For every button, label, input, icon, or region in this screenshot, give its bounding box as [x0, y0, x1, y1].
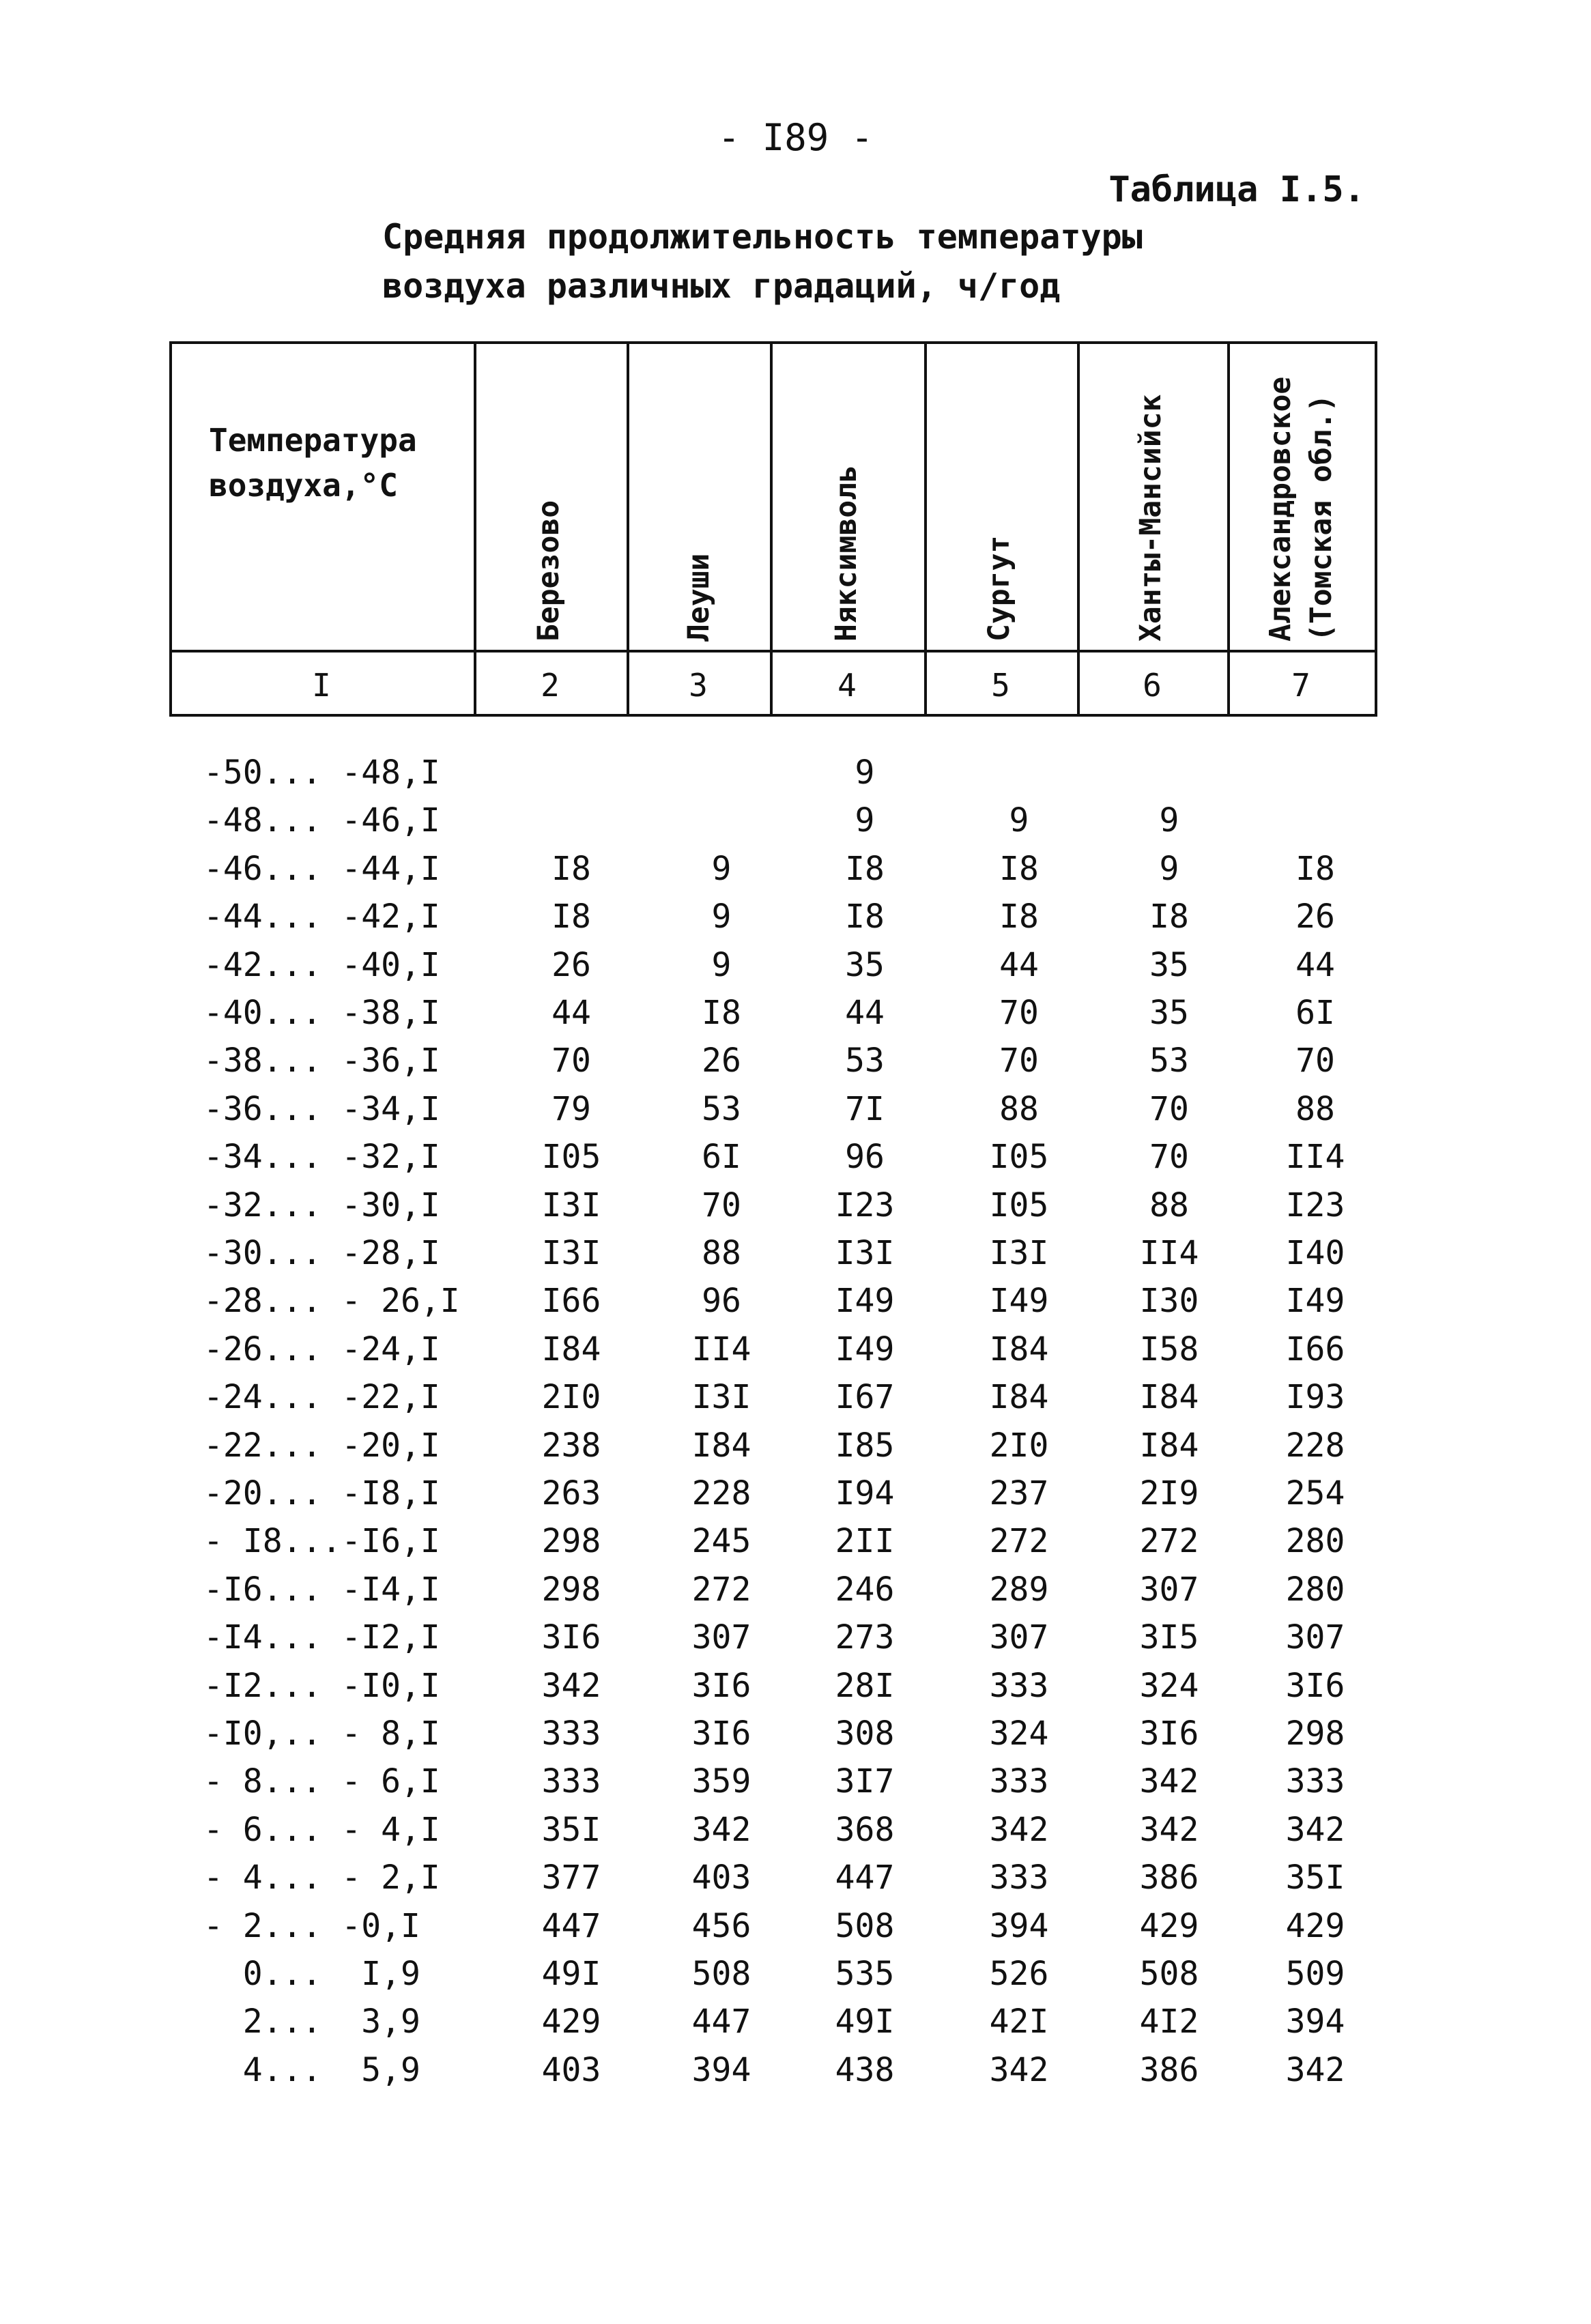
table-cell: I8 — [845, 850, 885, 888]
table-cell: 429 — [1139, 1907, 1199, 1945]
row-temperature-range: -32... -30,I — [203, 1186, 440, 1224]
row-temperature-range: -40... -38,I — [203, 994, 440, 1032]
table-cell: 3I6 — [691, 1667, 751, 1705]
table-cell: I84 — [989, 1378, 1049, 1416]
table-cell: 44 — [845, 994, 885, 1032]
table-cell: I84 — [691, 1426, 751, 1465]
table-cell: 368 — [835, 1811, 895, 1849]
column-number: 4 — [837, 667, 857, 704]
table-cell: I40 — [1285, 1234, 1345, 1272]
table-cell: 307 — [1139, 1570, 1199, 1609]
table-cell: 3I5 — [1139, 1618, 1199, 1656]
table-cell: 342 — [1139, 1762, 1199, 1801]
table-cell: 70 — [1295, 1042, 1335, 1080]
table-cell: I3I — [835, 1234, 895, 1272]
table-cell: I3I — [989, 1234, 1049, 1272]
table-cell: 298 — [1285, 1715, 1345, 1753]
row-temperature-range: -46... -44,I — [203, 850, 440, 888]
table-cell: 9 — [1159, 850, 1179, 888]
table-cell: 26 — [551, 946, 591, 984]
table-cell: 298 — [541, 1570, 601, 1609]
station-heading-aleksandrovskoe-region: (Томская обл.) — [1304, 394, 1338, 642]
column-number: 3 — [689, 667, 708, 704]
table-cell: I23 — [835, 1186, 895, 1224]
table-cell: I85 — [835, 1426, 895, 1465]
table-cell: 2I9 — [1139, 1474, 1199, 1512]
table-cell: 49I — [835, 2003, 895, 2041]
table-cell: 359 — [691, 1762, 751, 1801]
table-cell: I49 — [1285, 1282, 1345, 1320]
table-cell: 447 — [541, 1907, 601, 1945]
table-cell: I8 — [1149, 898, 1189, 936]
station-heading-surgut: Сургут — [982, 535, 1016, 642]
table-cell: I49 — [835, 1282, 895, 1320]
station-heading-berezovo: Березово — [532, 500, 566, 642]
table-cell: 79 — [551, 1090, 591, 1128]
table-cell: 280 — [1285, 1570, 1345, 1609]
table-cell: I93 — [1285, 1378, 1345, 1416]
table-cell: I05 — [989, 1138, 1049, 1176]
temperature-column-heading — [209, 418, 417, 508]
row-temperature-range: -28... - 26,I — [203, 1282, 460, 1320]
table-cell: 35 — [1149, 994, 1189, 1032]
column-number: I — [312, 667, 331, 704]
table-cell: 26 — [1295, 898, 1335, 936]
table-cell: 70 — [551, 1042, 591, 1080]
table-cell: I3I — [691, 1378, 751, 1416]
table-cell: 324 — [989, 1715, 1049, 1753]
table-cell: 333 — [541, 1762, 601, 1801]
table-cell: 26 — [702, 1042, 741, 1080]
column-divider — [1375, 341, 1377, 717]
table-cell: I67 — [835, 1378, 895, 1416]
column-number: 5 — [991, 667, 1010, 704]
column-divider — [770, 341, 773, 717]
table-cell: 6I — [1295, 994, 1335, 1032]
table-cell: 324 — [1139, 1667, 1199, 1705]
table-cell: 3I7 — [835, 1762, 895, 1801]
table-caption-line1: Средняя продолжительность температуры — [382, 217, 1143, 257]
row-temperature-range: -26... -24,I — [203, 1330, 440, 1368]
table-cell: II4 — [1285, 1138, 1345, 1176]
table-cell: 9 — [711, 946, 732, 984]
row-temperature-range: -20... -I8,I — [203, 1474, 440, 1512]
table-cell: 403 — [541, 2051, 601, 2089]
table-cell: 342 — [1285, 2051, 1345, 2089]
column-number: 6 — [1143, 667, 1162, 704]
table-cell: 342 — [691, 1811, 751, 1849]
table-cell: 42I — [989, 2003, 1049, 2041]
table-cell: I8 — [551, 850, 591, 888]
temperature-heading-line1: Температура — [209, 422, 417, 459]
header-middle-rule — [169, 650, 1377, 652]
table-cell: 9 — [1159, 801, 1179, 840]
table-cell: 7I — [845, 1090, 885, 1128]
table-cell: I05 — [541, 1138, 601, 1176]
table-cell: 307 — [1285, 1618, 1345, 1656]
row-temperature-range: -24... -22,I — [203, 1378, 440, 1416]
column-divider — [1077, 341, 1080, 717]
table-cell: 2II — [835, 1522, 895, 1560]
station-heading-leushi: Леуши — [682, 553, 716, 642]
table-cell: 308 — [835, 1715, 895, 1753]
table-cell: I3I — [541, 1234, 601, 1272]
table-cell: 88 — [999, 1090, 1039, 1128]
table-cell: I58 — [1139, 1330, 1199, 1368]
table-cell: I84 — [1139, 1426, 1199, 1465]
table-cell: 333 — [989, 1667, 1049, 1705]
table-cell: 333 — [989, 1762, 1049, 1801]
table-cell: 88 — [702, 1234, 741, 1272]
row-temperature-range: 0... I,9 — [203, 1955, 420, 1993]
table-cell: 429 — [541, 2003, 601, 2041]
table-cell: 307 — [989, 1618, 1049, 1656]
table-cell: 342 — [1139, 1811, 1199, 1849]
table-cell: 44 — [1295, 946, 1335, 984]
table-cell: 307 — [691, 1618, 751, 1656]
table-cell: 245 — [691, 1522, 751, 1560]
row-temperature-range: - I8...-I6,I — [203, 1522, 440, 1560]
row-temperature-range: -30... -28,I — [203, 1234, 440, 1272]
table-cell: 4I2 — [1139, 2003, 1199, 2041]
table-cell: 272 — [1139, 1522, 1199, 1560]
table-cell: 6I — [702, 1138, 741, 1176]
station-heading-khanty-mansiysk: Ханты-Мансийск — [1134, 394, 1168, 642]
table-cell: I94 — [835, 1474, 895, 1512]
table-cell: 403 — [691, 1859, 751, 1897]
row-temperature-range: -44... -42,I — [203, 898, 440, 936]
column-divider — [474, 341, 476, 717]
station-heading-nyaksimvol: Няксимволь — [829, 465, 863, 642]
table-cell: 228 — [1285, 1426, 1345, 1465]
table-cell: 438 — [835, 2051, 895, 2089]
table-cell: 237 — [989, 1474, 1049, 1512]
header-bottom-rule — [169, 714, 1377, 717]
table-cell: 9 — [1009, 801, 1029, 840]
table-cell: 526 — [989, 1955, 1049, 1993]
row-temperature-range: -36... -34,I — [203, 1090, 440, 1128]
table-cell: II4 — [1139, 1234, 1199, 1272]
table-cell: I8 — [702, 994, 741, 1032]
table-cell: 88 — [1149, 1186, 1189, 1224]
table-cell: 254 — [1285, 1474, 1345, 1512]
table-cell: 394 — [1285, 2003, 1345, 2041]
row-temperature-range: -34... -32,I — [203, 1138, 440, 1176]
column-number: 7 — [1291, 667, 1310, 704]
table-cell: 35I — [1285, 1859, 1345, 1897]
column-number: 2 — [541, 667, 560, 704]
row-temperature-range: -50... -48,I — [203, 754, 440, 792]
column-divider — [1227, 341, 1230, 717]
table-cell: 289 — [989, 1570, 1049, 1609]
table-cell: 70 — [999, 994, 1039, 1032]
table-cell: 273 — [835, 1618, 895, 1656]
table-cell: 429 — [1285, 1907, 1345, 1945]
row-temperature-range: -I4... -I2,I — [203, 1618, 440, 1656]
station-heading-aleksandrovskoe: Александровское — [1263, 376, 1298, 642]
table-cell: 333 — [989, 1859, 1049, 1897]
table-cell: 456 — [691, 1907, 751, 1945]
row-temperature-range: - 4... - 2,I — [203, 1859, 440, 1897]
row-temperature-range: -I6... -I4,I — [203, 1570, 440, 1609]
table-cell: 238 — [541, 1426, 601, 1465]
table-cell: I3I — [541, 1186, 601, 1224]
table-cell: 2I0 — [541, 1378, 601, 1416]
table-cell: I49 — [835, 1330, 895, 1368]
row-temperature-range: - 6... - 4,I — [203, 1811, 440, 1849]
table-cell: I23 — [1285, 1186, 1345, 1224]
table-cell: 272 — [691, 1570, 751, 1609]
row-temperature-range: 4... 5,9 — [203, 2051, 420, 2089]
table-cell: 228 — [691, 1474, 751, 1512]
table-cell: 298 — [541, 1522, 601, 1560]
row-temperature-range: - 2... -0,I — [203, 1907, 420, 1945]
table-label: Таблица I.5. — [1108, 169, 1365, 210]
table-cell: 70 — [1149, 1090, 1189, 1128]
table-cell: 508 — [1139, 1955, 1199, 1993]
table-cell: 88 — [1295, 1090, 1335, 1128]
page-number: - I89 - — [717, 116, 874, 159]
table-cell: 9 — [711, 898, 732, 936]
table-cell: I8 — [1295, 850, 1335, 888]
table-cell: I49 — [989, 1282, 1049, 1320]
table-cell: 386 — [1139, 2051, 1199, 2089]
table-cell: 377 — [541, 1859, 601, 1897]
table-cell: 44 — [551, 994, 591, 1032]
table-cell: 35I — [541, 1811, 601, 1849]
table-cell: 333 — [1285, 1762, 1345, 1801]
table-cell: 53 — [845, 1042, 885, 1080]
table-cell: 342 — [541, 1667, 601, 1705]
table-cell: I84 — [989, 1330, 1049, 1368]
table-cell: 447 — [691, 2003, 751, 2041]
table-cell: 9 — [855, 801, 875, 840]
table-cell: 535 — [835, 1955, 895, 1993]
table-cell: 394 — [691, 2051, 751, 2089]
table-cell: 386 — [1139, 1859, 1199, 1897]
row-temperature-range: -48... -46,I — [203, 801, 440, 840]
table-cell: 263 — [541, 1474, 601, 1512]
row-temperature-range: -22... -20,I — [203, 1426, 440, 1465]
table-cell: 3I6 — [541, 1618, 601, 1656]
table-cell: I30 — [1139, 1282, 1199, 1320]
row-temperature-range: -I0,.. - 8,I — [203, 1715, 440, 1753]
row-temperature-range: -42... -40,I — [203, 946, 440, 984]
table-cell: I84 — [541, 1330, 601, 1368]
row-temperature-range: -38... -36,I — [203, 1042, 440, 1080]
table-cell: 53 — [1149, 1042, 1189, 1080]
column-divider — [627, 341, 629, 717]
column-divider — [924, 341, 927, 717]
table-header — [169, 341, 1377, 717]
table-cell: 509 — [1285, 1955, 1345, 1993]
table-cell: 272 — [989, 1522, 1049, 1560]
table-cell: 70 — [999, 1042, 1039, 1080]
table-cell: 70 — [702, 1186, 741, 1224]
table-cell: 35 — [845, 946, 885, 984]
table-cell: 342 — [989, 1811, 1049, 1849]
table-cell: 35 — [1149, 946, 1189, 984]
table-cell: 394 — [989, 1907, 1049, 1945]
table-cell: 508 — [691, 1955, 751, 1993]
table-cell: I05 — [989, 1186, 1049, 1224]
table-cell: 342 — [1285, 1811, 1345, 1849]
table-cell: 447 — [835, 1859, 895, 1897]
temperature-heading-line2: воздуха,°С — [209, 467, 398, 504]
table-cell: 3I6 — [1139, 1715, 1199, 1753]
table-cell: I66 — [541, 1282, 601, 1320]
table-cell: 96 — [702, 1282, 741, 1320]
column-divider — [169, 341, 172, 717]
table-cell: II4 — [691, 1330, 751, 1368]
row-temperature-range: -I2... -I0,I — [203, 1667, 440, 1705]
table-cell: 53 — [702, 1090, 741, 1128]
table-cell: I8 — [999, 850, 1039, 888]
table-cell: I66 — [1285, 1330, 1345, 1368]
table-cell: 3I6 — [691, 1715, 751, 1753]
table-cell: 280 — [1285, 1522, 1345, 1560]
header-top-rule — [169, 341, 1377, 344]
table-cell: 9 — [855, 754, 875, 792]
table-cell: I8 — [999, 898, 1039, 936]
table-cell: 49I — [541, 1955, 601, 1993]
table-cell: 70 — [1149, 1138, 1189, 1176]
table-cell: 246 — [835, 1570, 895, 1609]
table-caption-line2: воздуха различных градаций, ч/год — [382, 266, 1061, 306]
table-cell: 342 — [989, 2051, 1049, 2089]
table-cell: 333 — [541, 1715, 601, 1753]
table-cell: 2I0 — [989, 1426, 1049, 1465]
table-cell: 9 — [711, 850, 732, 888]
table-cell: 96 — [845, 1138, 885, 1176]
table-cell: I8 — [845, 898, 885, 936]
table-cell: I8 — [551, 898, 591, 936]
table-cell: 3I6 — [1285, 1667, 1345, 1705]
table-cell: 28I — [835, 1667, 895, 1705]
table-cell: I84 — [1139, 1378, 1199, 1416]
table-cell: 508 — [835, 1907, 895, 1945]
row-temperature-range: - 8... - 6,I — [203, 1762, 440, 1801]
row-temperature-range: 2... 3,9 — [203, 2003, 420, 2041]
table-cell: 44 — [999, 946, 1039, 984]
